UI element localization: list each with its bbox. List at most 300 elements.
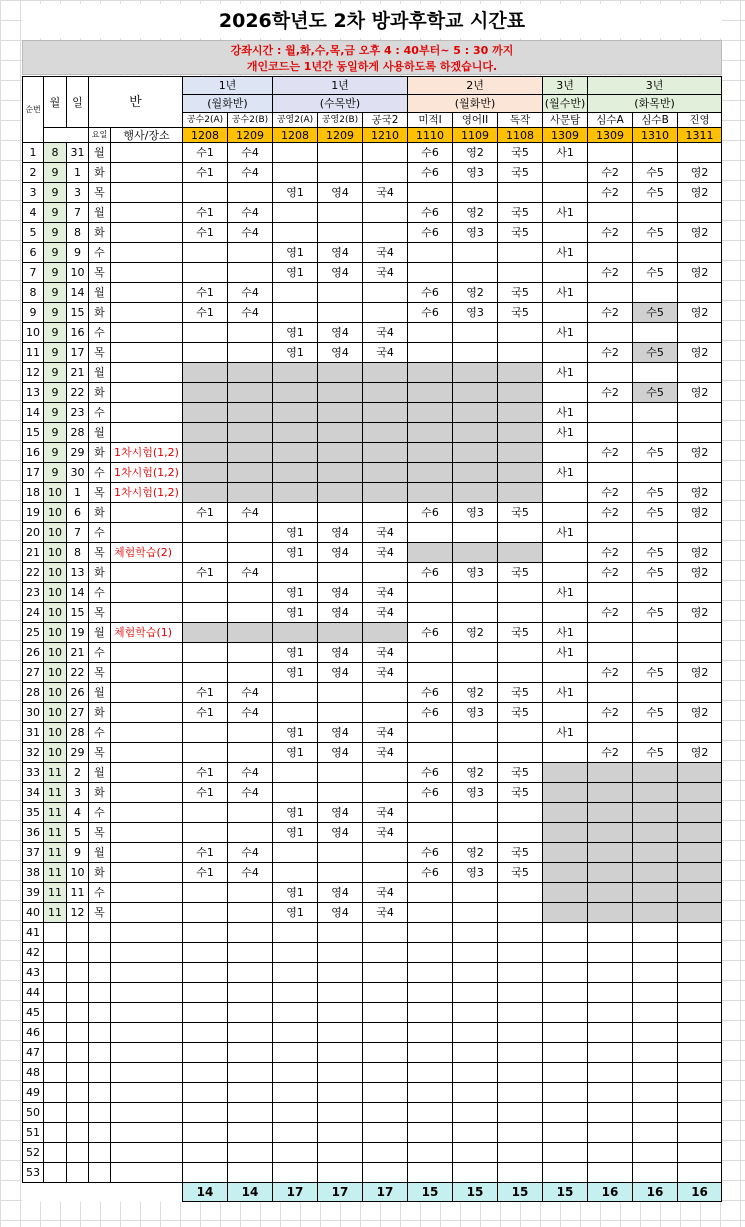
schedule-cell[interactable] xyxy=(453,1103,498,1123)
schedule-cell[interactable] xyxy=(363,143,408,163)
schedule-cell[interactable]: 영1 xyxy=(273,603,318,623)
schedule-cell[interactable] xyxy=(318,783,363,803)
schedule-cell[interactable] xyxy=(543,863,588,883)
schedule-cell[interactable] xyxy=(498,1143,543,1163)
schedule-cell[interactable] xyxy=(363,763,408,783)
schedule-cell[interactable] xyxy=(678,1123,722,1143)
schedule-cell[interactable] xyxy=(498,323,543,343)
schedule-cell[interactable]: 영2 xyxy=(678,383,722,403)
schedule-cell[interactable] xyxy=(228,1023,273,1043)
schedule-cell[interactable]: 영2 xyxy=(678,163,722,183)
schedule-cell[interactable] xyxy=(633,423,678,443)
schedule-cell[interactable] xyxy=(633,863,678,883)
schedule-cell[interactable] xyxy=(588,883,633,903)
schedule-cell[interactable]: 수1 xyxy=(183,143,228,163)
schedule-cell[interactable] xyxy=(588,783,633,803)
schedule-cell[interactable]: 영2 xyxy=(678,543,722,563)
schedule-cell[interactable] xyxy=(588,683,633,703)
schedule-cell[interactable] xyxy=(363,423,408,443)
schedule-cell[interactable] xyxy=(318,1043,363,1063)
schedule-cell[interactable] xyxy=(183,423,228,443)
schedule-cell[interactable]: 국5 xyxy=(498,703,543,723)
schedule-cell[interactable] xyxy=(588,463,633,483)
schedule-cell[interactable]: 국4 xyxy=(363,243,408,263)
schedule-cell[interactable] xyxy=(543,1163,588,1183)
schedule-cell[interactable] xyxy=(318,623,363,643)
schedule-cell[interactable] xyxy=(273,783,318,803)
schedule-cell[interactable]: 영2 xyxy=(678,303,722,323)
schedule-cell[interactable]: 수4 xyxy=(228,503,273,523)
schedule-cell[interactable]: 영1 xyxy=(273,523,318,543)
schedule-cell[interactable]: 수2 xyxy=(588,263,633,283)
schedule-cell[interactable] xyxy=(183,383,228,403)
schedule-cell[interactable] xyxy=(183,803,228,823)
schedule-cell[interactable] xyxy=(363,203,408,223)
schedule-cell[interactable]: 사1 xyxy=(543,203,588,223)
schedule-cell[interactable] xyxy=(633,783,678,803)
schedule-cell[interactable] xyxy=(543,1103,588,1123)
schedule-cell[interactable]: 수1 xyxy=(183,163,228,183)
schedule-cell[interactable] xyxy=(228,743,273,763)
schedule-cell[interactable]: 영2 xyxy=(453,763,498,783)
schedule-cell[interactable] xyxy=(363,843,408,863)
schedule-cell[interactable] xyxy=(588,1103,633,1123)
schedule-cell[interactable] xyxy=(273,683,318,703)
schedule-cell[interactable] xyxy=(273,623,318,643)
schedule-cell[interactable] xyxy=(183,723,228,743)
schedule-cell[interactable] xyxy=(588,903,633,923)
schedule-cell[interactable] xyxy=(228,1043,273,1063)
schedule-cell[interactable] xyxy=(228,363,273,383)
schedule-cell[interactable]: 영2 xyxy=(678,703,722,723)
schedule-cell[interactable]: 영3 xyxy=(453,223,498,243)
schedule-cell[interactable] xyxy=(183,743,228,763)
schedule-cell[interactable] xyxy=(633,323,678,343)
schedule-cell[interactable] xyxy=(588,623,633,643)
schedule-cell[interactable] xyxy=(183,1023,228,1043)
schedule-cell[interactable] xyxy=(183,463,228,483)
schedule-cell[interactable] xyxy=(498,743,543,763)
schedule-cell[interactable] xyxy=(363,483,408,503)
schedule-cell[interactable] xyxy=(228,403,273,423)
schedule-cell[interactable] xyxy=(363,443,408,463)
schedule-cell[interactable] xyxy=(363,303,408,323)
schedule-cell[interactable]: 영3 xyxy=(453,863,498,883)
schedule-cell[interactable] xyxy=(363,703,408,723)
schedule-cell[interactable] xyxy=(453,883,498,903)
schedule-cell[interactable]: 국5 xyxy=(498,223,543,243)
schedule-cell[interactable] xyxy=(543,803,588,823)
schedule-cell[interactable] xyxy=(273,203,318,223)
schedule-cell[interactable] xyxy=(183,1163,228,1183)
schedule-cell[interactable] xyxy=(588,1043,633,1063)
schedule-cell[interactable]: 수4 xyxy=(228,143,273,163)
schedule-cell[interactable] xyxy=(588,1063,633,1083)
schedule-cell[interactable] xyxy=(678,903,722,923)
schedule-cell[interactable]: 수4 xyxy=(228,303,273,323)
schedule-cell[interactable]: 영3 xyxy=(453,703,498,723)
schedule-cell[interactable] xyxy=(453,663,498,683)
schedule-cell[interactable]: 수4 xyxy=(228,163,273,183)
schedule-cell[interactable] xyxy=(228,1143,273,1163)
schedule-cell[interactable]: 영1 xyxy=(273,263,318,283)
schedule-cell[interactable] xyxy=(363,1143,408,1163)
schedule-cell[interactable]: 수6 xyxy=(408,143,453,163)
schedule-cell[interactable] xyxy=(453,483,498,503)
schedule-cell[interactable] xyxy=(273,1043,318,1063)
schedule-cell[interactable]: 영1 xyxy=(273,643,318,663)
schedule-cell[interactable] xyxy=(678,943,722,963)
schedule-cell[interactable] xyxy=(498,543,543,563)
schedule-cell[interactable] xyxy=(633,583,678,603)
schedule-cell[interactable]: 영4 xyxy=(318,583,363,603)
schedule-cell[interactable] xyxy=(273,1103,318,1123)
schedule-cell[interactable] xyxy=(588,723,633,743)
schedule-cell[interactable] xyxy=(408,743,453,763)
schedule-cell[interactable] xyxy=(588,923,633,943)
schedule-cell[interactable] xyxy=(543,743,588,763)
schedule-cell[interactable] xyxy=(588,763,633,783)
schedule-cell[interactable] xyxy=(228,803,273,823)
schedule-cell[interactable] xyxy=(633,963,678,983)
schedule-cell[interactable] xyxy=(408,443,453,463)
schedule-cell[interactable] xyxy=(498,983,543,1003)
schedule-cell[interactable] xyxy=(678,1063,722,1083)
schedule-cell[interactable] xyxy=(543,663,588,683)
schedule-cell[interactable] xyxy=(543,483,588,503)
schedule-cell[interactable]: 수1 xyxy=(183,503,228,523)
schedule-cell[interactable] xyxy=(588,843,633,863)
schedule-cell[interactable] xyxy=(228,903,273,923)
schedule-cell[interactable] xyxy=(273,563,318,583)
schedule-cell[interactable] xyxy=(318,763,363,783)
schedule-cell[interactable] xyxy=(408,263,453,283)
schedule-cell[interactable] xyxy=(498,243,543,263)
schedule-cell[interactable] xyxy=(678,143,722,163)
schedule-cell[interactable]: 국5 xyxy=(498,163,543,183)
schedule-cell[interactable] xyxy=(363,383,408,403)
schedule-cell[interactable]: 영4 xyxy=(318,743,363,763)
schedule-cell[interactable]: 수5 xyxy=(633,503,678,523)
schedule-cell[interactable] xyxy=(183,943,228,963)
schedule-cell[interactable]: 수2 xyxy=(588,443,633,463)
schedule-cell[interactable] xyxy=(318,1163,363,1183)
schedule-cell[interactable]: 국4 xyxy=(363,723,408,743)
schedule-cell[interactable] xyxy=(228,183,273,203)
schedule-cell[interactable] xyxy=(543,183,588,203)
schedule-cell[interactable] xyxy=(228,1083,273,1103)
schedule-cell[interactable] xyxy=(453,803,498,823)
schedule-cell[interactable] xyxy=(408,603,453,623)
schedule-cell[interactable] xyxy=(453,343,498,363)
schedule-cell[interactable]: 영2 xyxy=(678,343,722,363)
schedule-cell[interactable]: 영1 xyxy=(273,243,318,263)
schedule-cell[interactable] xyxy=(183,643,228,663)
schedule-cell[interactable] xyxy=(228,243,273,263)
schedule-cell[interactable] xyxy=(363,983,408,1003)
schedule-cell[interactable] xyxy=(408,963,453,983)
schedule-cell[interactable] xyxy=(678,1043,722,1063)
schedule-cell[interactable] xyxy=(678,723,722,743)
schedule-cell[interactable] xyxy=(543,1143,588,1163)
schedule-cell[interactable] xyxy=(318,983,363,1003)
schedule-cell[interactable] xyxy=(273,843,318,863)
schedule-cell[interactable] xyxy=(363,943,408,963)
schedule-cell[interactable] xyxy=(588,1003,633,1023)
schedule-cell[interactable] xyxy=(228,323,273,343)
schedule-cell[interactable] xyxy=(273,763,318,783)
schedule-cell[interactable]: 국5 xyxy=(498,683,543,703)
schedule-cell[interactable] xyxy=(588,963,633,983)
schedule-cell[interactable] xyxy=(543,603,588,623)
schedule-cell[interactable] xyxy=(183,603,228,623)
schedule-cell[interactable] xyxy=(588,943,633,963)
schedule-cell[interactable] xyxy=(498,383,543,403)
schedule-cell[interactable]: 사1 xyxy=(543,523,588,543)
schedule-cell[interactable] xyxy=(363,563,408,583)
schedule-cell[interactable]: 영2 xyxy=(678,443,722,463)
schedule-cell[interactable] xyxy=(408,723,453,743)
schedule-cell[interactable] xyxy=(633,243,678,263)
schedule-cell[interactable] xyxy=(318,463,363,483)
schedule-cell[interactable] xyxy=(678,643,722,663)
schedule-cell[interactable] xyxy=(633,623,678,643)
schedule-cell[interactable] xyxy=(678,763,722,783)
schedule-cell[interactable] xyxy=(453,423,498,443)
schedule-cell[interactable] xyxy=(543,963,588,983)
schedule-cell[interactable] xyxy=(498,403,543,423)
schedule-cell[interactable] xyxy=(543,503,588,523)
schedule-cell[interactable]: 국4 xyxy=(363,643,408,663)
schedule-cell[interactable]: 수5 xyxy=(633,163,678,183)
schedule-cell[interactable]: 사1 xyxy=(543,583,588,603)
schedule-cell[interactable]: 수6 xyxy=(408,623,453,643)
schedule-cell[interactable] xyxy=(498,483,543,503)
schedule-cell[interactable] xyxy=(183,983,228,1003)
schedule-cell[interactable] xyxy=(498,423,543,443)
schedule-cell[interactable]: 수5 xyxy=(633,263,678,283)
schedule-cell[interactable] xyxy=(228,543,273,563)
schedule-cell[interactable] xyxy=(408,423,453,443)
schedule-cell[interactable]: 수6 xyxy=(408,703,453,723)
schedule-cell[interactable] xyxy=(633,723,678,743)
schedule-cell[interactable]: 영1 xyxy=(273,543,318,563)
schedule-cell[interactable] xyxy=(273,503,318,523)
schedule-cell[interactable] xyxy=(183,903,228,923)
schedule-cell[interactable] xyxy=(498,1083,543,1103)
schedule-cell[interactable] xyxy=(408,543,453,563)
schedule-cell[interactable] xyxy=(678,1163,722,1183)
schedule-cell[interactable] xyxy=(633,823,678,843)
schedule-cell[interactable]: 수2 xyxy=(588,343,633,363)
schedule-cell[interactable] xyxy=(273,923,318,943)
schedule-cell[interactable]: 영4 xyxy=(318,643,363,663)
schedule-cell[interactable] xyxy=(678,883,722,903)
schedule-cell[interactable]: 수4 xyxy=(228,203,273,223)
schedule-cell[interactable]: 사1 xyxy=(543,463,588,483)
schedule-cell[interactable] xyxy=(678,1103,722,1123)
schedule-cell[interactable]: 수1 xyxy=(183,223,228,243)
schedule-cell[interactable]: 수1 xyxy=(183,563,228,583)
schedule-cell[interactable]: 수1 xyxy=(183,843,228,863)
schedule-cell[interactable] xyxy=(363,1023,408,1043)
schedule-cell[interactable] xyxy=(318,863,363,883)
schedule-cell[interactable] xyxy=(498,963,543,983)
schedule-cell[interactable] xyxy=(543,843,588,863)
schedule-cell[interactable] xyxy=(453,823,498,843)
schedule-cell[interactable]: 수5 xyxy=(633,543,678,563)
schedule-cell[interactable] xyxy=(318,1023,363,1043)
schedule-cell[interactable]: 사1 xyxy=(543,323,588,343)
schedule-cell[interactable] xyxy=(183,1003,228,1023)
schedule-cell[interactable]: 국4 xyxy=(363,663,408,683)
schedule-cell[interactable] xyxy=(543,163,588,183)
schedule-cell[interactable]: 영2 xyxy=(678,563,722,583)
schedule-cell[interactable] xyxy=(183,183,228,203)
schedule-cell[interactable] xyxy=(498,363,543,383)
schedule-cell[interactable] xyxy=(498,343,543,363)
schedule-cell[interactable] xyxy=(363,623,408,643)
schedule-cell[interactable] xyxy=(633,763,678,783)
schedule-cell[interactable]: 수6 xyxy=(408,783,453,803)
schedule-cell[interactable] xyxy=(678,243,722,263)
schedule-cell[interactable]: 수4 xyxy=(228,783,273,803)
schedule-cell[interactable] xyxy=(273,703,318,723)
schedule-cell[interactable]: 수1 xyxy=(183,203,228,223)
schedule-cell[interactable] xyxy=(408,523,453,543)
schedule-cell[interactable] xyxy=(453,443,498,463)
schedule-cell[interactable]: 수5 xyxy=(633,563,678,583)
schedule-cell[interactable] xyxy=(453,903,498,923)
schedule-cell[interactable]: 수2 xyxy=(588,163,633,183)
schedule-cell[interactable]: 수4 xyxy=(228,283,273,303)
schedule-cell[interactable] xyxy=(363,1043,408,1063)
schedule-cell[interactable] xyxy=(273,143,318,163)
schedule-cell[interactable] xyxy=(678,683,722,703)
schedule-cell[interactable]: 국4 xyxy=(363,343,408,363)
schedule-cell[interactable]: 국5 xyxy=(498,503,543,523)
schedule-cell[interactable] xyxy=(678,843,722,863)
schedule-cell[interactable] xyxy=(273,423,318,443)
schedule-cell[interactable]: 수6 xyxy=(408,283,453,303)
schedule-cell[interactable]: 국4 xyxy=(363,823,408,843)
schedule-cell[interactable] xyxy=(498,463,543,483)
schedule-cell[interactable] xyxy=(228,723,273,743)
schedule-cell[interactable] xyxy=(633,1023,678,1043)
schedule-cell[interactable] xyxy=(678,783,722,803)
schedule-cell[interactable]: 수5 xyxy=(633,443,678,463)
schedule-cell[interactable]: 사1 xyxy=(543,403,588,423)
schedule-cell[interactable] xyxy=(228,1103,273,1123)
schedule-cell[interactable] xyxy=(633,1083,678,1103)
schedule-cell[interactable] xyxy=(363,783,408,803)
schedule-cell[interactable]: 국5 xyxy=(498,783,543,803)
schedule-cell[interactable] xyxy=(453,403,498,423)
schedule-cell[interactable] xyxy=(228,423,273,443)
schedule-cell[interactable]: 수5 xyxy=(633,743,678,763)
schedule-cell[interactable] xyxy=(678,403,722,423)
schedule-cell[interactable]: 수6 xyxy=(408,843,453,863)
schedule-cell[interactable]: 영3 xyxy=(453,163,498,183)
schedule-cell[interactable] xyxy=(543,1023,588,1043)
schedule-cell[interactable]: 영4 xyxy=(318,263,363,283)
schedule-cell[interactable] xyxy=(633,983,678,1003)
schedule-cell[interactable]: 수6 xyxy=(408,763,453,783)
schedule-cell[interactable] xyxy=(183,1063,228,1083)
schedule-cell[interactable] xyxy=(588,1163,633,1183)
schedule-cell[interactable] xyxy=(273,863,318,883)
schedule-cell[interactable] xyxy=(408,823,453,843)
schedule-cell[interactable]: 국5 xyxy=(498,303,543,323)
schedule-cell[interactable] xyxy=(408,1063,453,1083)
schedule-cell[interactable]: 수5 xyxy=(633,223,678,243)
schedule-cell[interactable] xyxy=(678,323,722,343)
schedule-cell[interactable] xyxy=(498,723,543,743)
schedule-cell[interactable]: 수2 xyxy=(588,503,633,523)
schedule-cell[interactable] xyxy=(678,963,722,983)
schedule-cell[interactable] xyxy=(228,943,273,963)
schedule-cell[interactable]: 영1 xyxy=(273,803,318,823)
schedule-cell[interactable] xyxy=(453,323,498,343)
schedule-cell[interactable] xyxy=(588,1143,633,1163)
schedule-cell[interactable] xyxy=(498,183,543,203)
schedule-cell[interactable] xyxy=(498,643,543,663)
schedule-cell[interactable] xyxy=(633,803,678,823)
schedule-cell[interactable] xyxy=(273,483,318,503)
schedule-cell[interactable]: 수6 xyxy=(408,163,453,183)
schedule-cell[interactable] xyxy=(678,1143,722,1163)
schedule-cell[interactable] xyxy=(408,1083,453,1103)
schedule-cell[interactable]: 수5 xyxy=(633,703,678,723)
schedule-cell[interactable] xyxy=(633,1103,678,1123)
schedule-cell[interactable] xyxy=(273,983,318,1003)
schedule-cell[interactable] xyxy=(408,323,453,343)
schedule-cell[interactable] xyxy=(588,363,633,383)
schedule-cell[interactable] xyxy=(408,483,453,503)
schedule-cell[interactable] xyxy=(363,503,408,523)
schedule-cell[interactable] xyxy=(543,543,588,563)
schedule-cell[interactable]: 영4 xyxy=(318,723,363,743)
schedule-cell[interactable] xyxy=(543,1083,588,1103)
schedule-cell[interactable] xyxy=(408,343,453,363)
schedule-cell[interactable] xyxy=(318,423,363,443)
schedule-cell[interactable] xyxy=(543,923,588,943)
schedule-cell[interactable] xyxy=(588,803,633,823)
schedule-cell[interactable]: 수4 xyxy=(228,763,273,783)
schedule-cell[interactable]: 수2 xyxy=(588,663,633,683)
schedule-cell[interactable] xyxy=(543,303,588,323)
schedule-cell[interactable] xyxy=(408,1043,453,1063)
schedule-cell[interactable] xyxy=(453,1063,498,1083)
schedule-cell[interactable]: 수6 xyxy=(408,503,453,523)
schedule-cell[interactable]: 사1 xyxy=(543,283,588,303)
schedule-cell[interactable] xyxy=(318,703,363,723)
schedule-cell[interactable]: 국4 xyxy=(363,263,408,283)
schedule-cell[interactable] xyxy=(408,883,453,903)
schedule-cell[interactable] xyxy=(183,483,228,503)
schedule-cell[interactable] xyxy=(273,463,318,483)
schedule-cell[interactable] xyxy=(363,1063,408,1083)
schedule-cell[interactable]: 영3 xyxy=(453,783,498,803)
schedule-cell[interactable] xyxy=(453,363,498,383)
schedule-cell[interactable] xyxy=(408,663,453,683)
schedule-cell[interactable] xyxy=(633,463,678,483)
schedule-cell[interactable]: 영1 xyxy=(273,323,318,343)
schedule-cell[interactable] xyxy=(183,1083,228,1103)
schedule-cell[interactable]: 수1 xyxy=(183,703,228,723)
schedule-cell[interactable] xyxy=(408,903,453,923)
schedule-cell[interactable]: 수6 xyxy=(408,203,453,223)
